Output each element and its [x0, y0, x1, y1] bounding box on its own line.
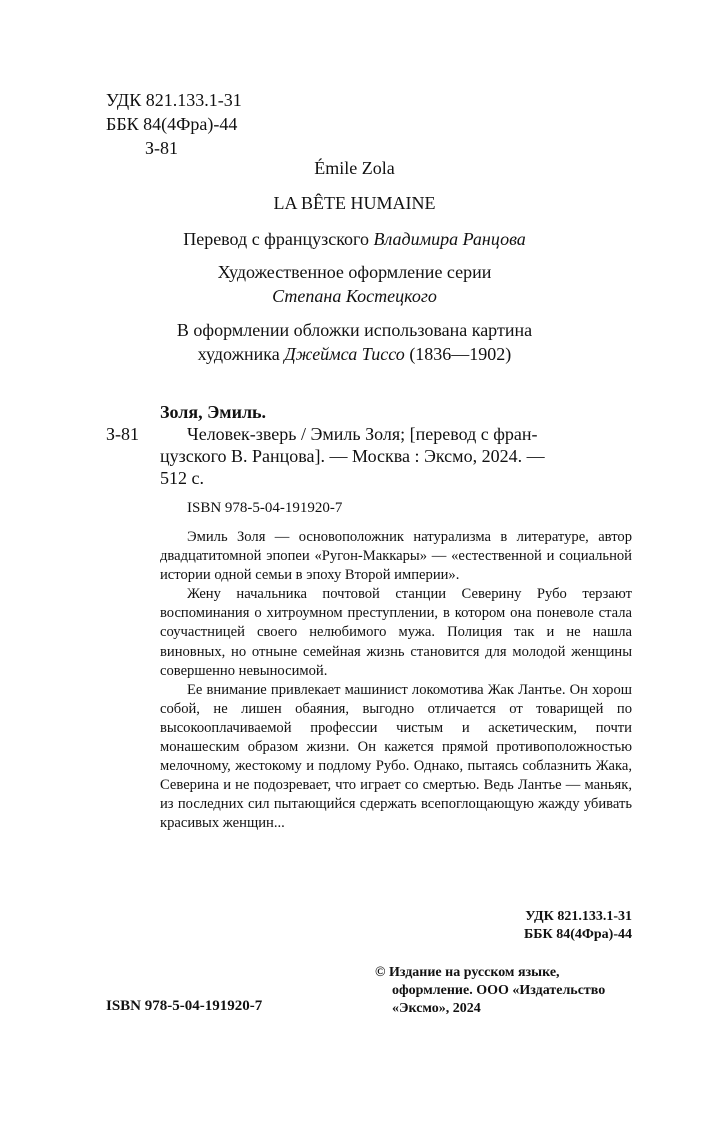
annotation-paragraph: Жену начальника почтовой станции Северину Рубо терзают воспоминания о хитроумном преступлении, в котором она поневоле стала соучастницей своего нелюбимого мужа. Полиция так и не нашла виновных, но отныне семейная жизнь становится для молодой женщины совершенно невыносимой. [160, 586, 632, 679]
record-isbn: ISBN 978-5-04-191920-7 [187, 500, 343, 516]
cover-artist-credit [0, 344, 709, 365]
record-line-3: 512 с. [160, 468, 204, 488]
copyright-line-2: оформление. ООО «Издательство [392, 983, 606, 998]
cover-artist-years: (1836—1902) [404, 344, 512, 364]
annotation [160, 528, 632, 834]
designer-name: Степана Костецкого [272, 286, 437, 306]
translator-name: Владимира Ранцова [373, 229, 526, 249]
copyright-line-1: © Издание на русском языке, [375, 965, 560, 980]
cover-artist-name: Джеймса Тиссо [284, 344, 405, 364]
copyright-line-3: «Эксмо», 2024 [392, 1001, 481, 1016]
record-cutter-code: З-81 [106, 424, 140, 444]
udk-code: УДК 821.133.1-31 [106, 90, 242, 110]
record-author-heading: Золя, Эмиль. [160, 402, 267, 422]
footer-isbn: ISBN 978-5-04-191920-7 [106, 998, 263, 1014]
original-author: Émile Zola [314, 158, 395, 178]
design-credit-line: Художественное оформление серии [217, 262, 492, 282]
record-line-2: цузского В. Ранцова]. — Москва : Эксмо, 2024. — [160, 446, 545, 466]
cover-prefix: художника [197, 344, 285, 364]
annotation-paragraph: Ее внимание привлекает машинист локомотива Жак Лантье. Он хорош собой, не лишен обаяния, выгодно отличается от товарищей по высокооплачиваемой профессии чистым и аскетическим, почти монашеским образом жизни. Он кажется прямой противоположностью мелочному, жестокому и подлому Рубо. Однако, пытаясь соблазнить Жака, Северина и не подозревает, что играет со смертью. Ведь Лантье — маньяк, из последних сил пытающийся сдержать всепоглощающую жажду убивать красивых женщин... [160, 681, 632, 832]
cutter-code: З-81 [145, 138, 179, 158]
record-line-1: Человек-зверь / Эмиль Золя; [перевод с фран- [187, 424, 538, 444]
translation-credit [0, 229, 709, 250]
bbk-code-bottom: ББК 84(4Фра)-44 [524, 927, 632, 942]
annotation-paragraph: Эмиль Золя — основоположник натурализма в литературе, автор двадцатитомной эпопеи «Ругон-Маккары» — «естественной и социальной истории одной семьи в эпоху Второй империи». [160, 529, 632, 584]
bbk-code: ББК 84(4Фра)-44 [106, 114, 238, 134]
translation-prefix: Перевод с французского [183, 229, 374, 249]
original-title: LA BÊTE HUMAINE [273, 193, 436, 213]
cover-credit-line: В оформлении обложки использована картина [176, 320, 533, 340]
udk-code-bottom: УДК 821.133.1-31 [525, 909, 632, 924]
